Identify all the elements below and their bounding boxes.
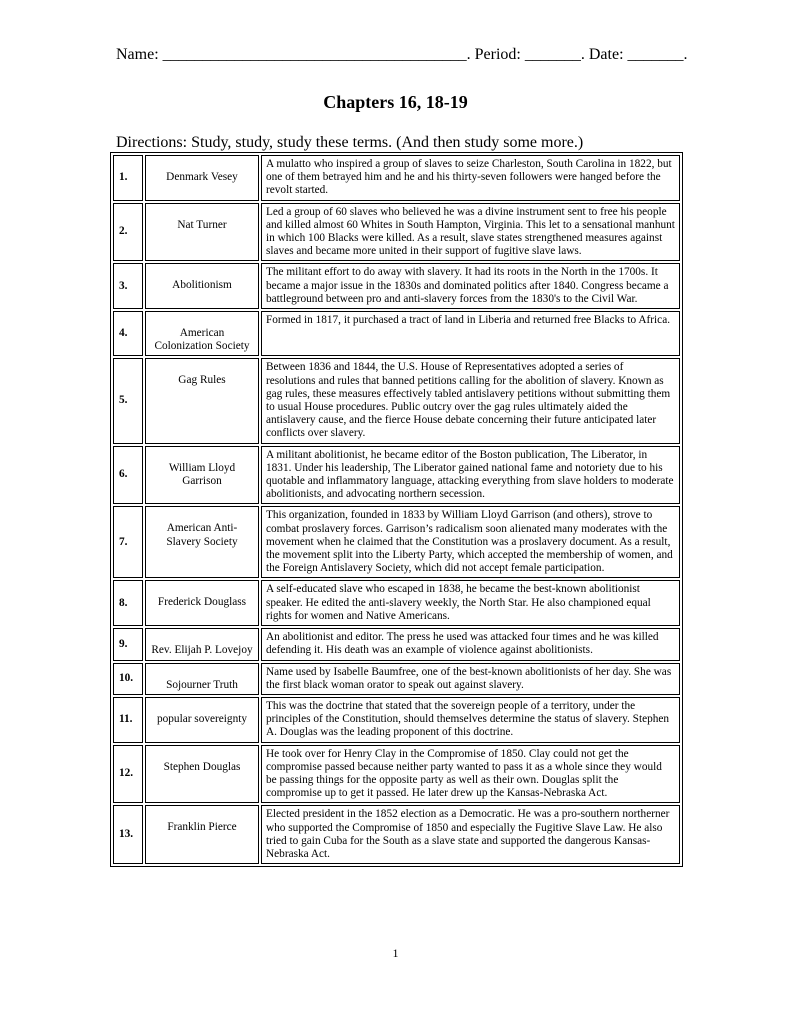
table-row (113, 628, 680, 660)
term-name: Franklin Pierce (145, 805, 259, 864)
term-definition: The militant effort to do away with slavery. It had its roots in the North in the 1700s. It became a major issue in the 1830s and dominated politics after 1840. Congress became a battleground between pro and anti-slavery forces from the 1830's to the Civil War. (261, 263, 680, 309)
term-number: 8. (113, 580, 143, 626)
table-row (113, 155, 680, 201)
term-definition: A militant abolitionist, he became editor of the Boston publication, The Liberator, in 1831. Under his leadership, The Liberator gained national fame and notoriety due to his quotable and inflammatory language, attacking everything from slave holders to moderate abolitionists, and advocating northern secession. (261, 446, 680, 505)
term-number: 2. (113, 203, 143, 262)
term-number: 12. (113, 745, 143, 804)
term-definition: He took over for Henry Clay in the Compromise of 1850. Clay could not get the compromise passed because neither party wanted to pass it as a whole since they would be passing things for the opposite party as well as their own. Douglas split the compromise up to get it passed. He later drew up the Kansas-Nebraska Act. (261, 745, 680, 804)
table-row (113, 446, 680, 505)
terms-table (110, 152, 683, 867)
term-name: Sojourner Truth (145, 663, 259, 695)
table-row (113, 263, 680, 309)
term-name: William Lloyd Garrison (145, 446, 259, 505)
table-row (113, 358, 680, 443)
directions: Directions: Study, study, study these terms. (And then study some more.) (116, 134, 584, 151)
term-definition: Name used by Isabelle Baumfree, one of the best-known abolitionists of her day. She was the first black woman orator to speak out against slavery. (261, 663, 680, 695)
term-name: Gag Rules (145, 358, 259, 443)
term-definition: Led a group of 60 slaves who believed he was a divine instrument sent to free his people and killed almost 60 Whites in South Hampton, Virginia. This let to a sensational manhunt in which 100 Blacks were killed. As a result, slave states strengthened measures against slaves and became more united in their support of fugitive slave laws. (261, 203, 680, 262)
term-number: 1. (113, 155, 143, 201)
term-name: American Colonization Society (145, 311, 259, 356)
term-name: American Anti-Slavery Society (145, 506, 259, 578)
term-number: 3. (113, 263, 143, 309)
term-number: 13. (113, 805, 143, 864)
term-name: Stephen Douglas (145, 745, 259, 804)
table-row (113, 580, 680, 626)
table-row (113, 506, 680, 578)
table-row (113, 745, 680, 804)
term-number: 9. (113, 628, 143, 660)
term-number: 11. (113, 697, 143, 743)
term-number: 6. (113, 446, 143, 505)
term-name: Nat Turner (145, 203, 259, 262)
term-name: Abolitionism (145, 263, 259, 309)
term-number: 7. (113, 506, 143, 578)
term-definition: This organization, founded in 1833 by William Lloyd Garrison (and others), strove to combat proslavery forces. Garrison’s radicalism soon alienated many moderates with the movement when he claimed that the Constitution was a proslavery document. As a result, the movement split into the Liberty Party, which accepted the membership of women, and the Foreign Antislavery Society, which did not accept female participation. (261, 506, 680, 578)
term-definition: A self-educated slave who escaped in 1838, he became the best-known abolitionist speaker. He edited the anti-slavery weekly, the North Star. He also championed equal rights for women and Native Americans. (261, 580, 680, 626)
term-definition: Formed in 1817, it purchased a tract of land in Liberia and returned free Blacks to Africa. (261, 311, 680, 356)
table-row (113, 663, 680, 695)
term-definition: Between 1836 and 1844, the U.S. House of Representatives adopted a series of resolutions and rules that banned petitions calling for the abolition of slavery. Known as gag rules, these measures effectively tabled antislavery petitions without submitting them to usual House procedures. Public outcry over the gag rules ultimately aided the antislavery cause, and the fierce House debate concerning their future anticipated later conflicts over slavery. (261, 358, 680, 443)
term-number: 4. (113, 311, 143, 356)
term-definition: Elected president in the 1852 election as a Democratic. He was a pro-southern northerner who supported the Compromise of 1850 and especially the Fugitive Slave Law. He also tried to gain Cuba for the South as a slave state and supported the dangerous Kansas-Nebraska Act. (261, 805, 680, 864)
table-row (113, 311, 680, 356)
term-name: popular sovereignty (145, 697, 259, 743)
term-definition: A mulatto who inspired a group of slaves to seize Charleston, South Carolina in 1822, but one of them betrayed him and he and his thirty-seven followers were hanged before the revolt started. (261, 155, 680, 201)
term-name: Denmark Vesey (145, 155, 259, 201)
term-number: 5. (113, 358, 143, 443)
term-definition: An abolitionist and editor. The press he used was attacked four times and he was killed defending it. His death was an example of violence against abolitionists. (261, 628, 680, 660)
terms-table-body (113, 155, 680, 864)
term-name: Frederick Douglass (145, 580, 259, 626)
page-number: 1 (392, 946, 399, 960)
term-name: Rev. Elijah P. Lovejoy (145, 628, 259, 660)
term-number: 10. (113, 663, 143, 695)
term-definition: This was the doctrine that stated that the sovereign people of a territory, under the principles of the Constitution, should themselves determine the status of slavery. Stephen A. Douglas was the leading proponent of this doctrine. (261, 697, 680, 743)
table-row (113, 203, 680, 262)
table-row (113, 805, 680, 864)
page-title: Chapters 16, 18-19 (323, 92, 468, 112)
header-line: Name: ______________________________________. Period: _______. Date: _______. (116, 46, 688, 63)
table-row (113, 697, 680, 743)
